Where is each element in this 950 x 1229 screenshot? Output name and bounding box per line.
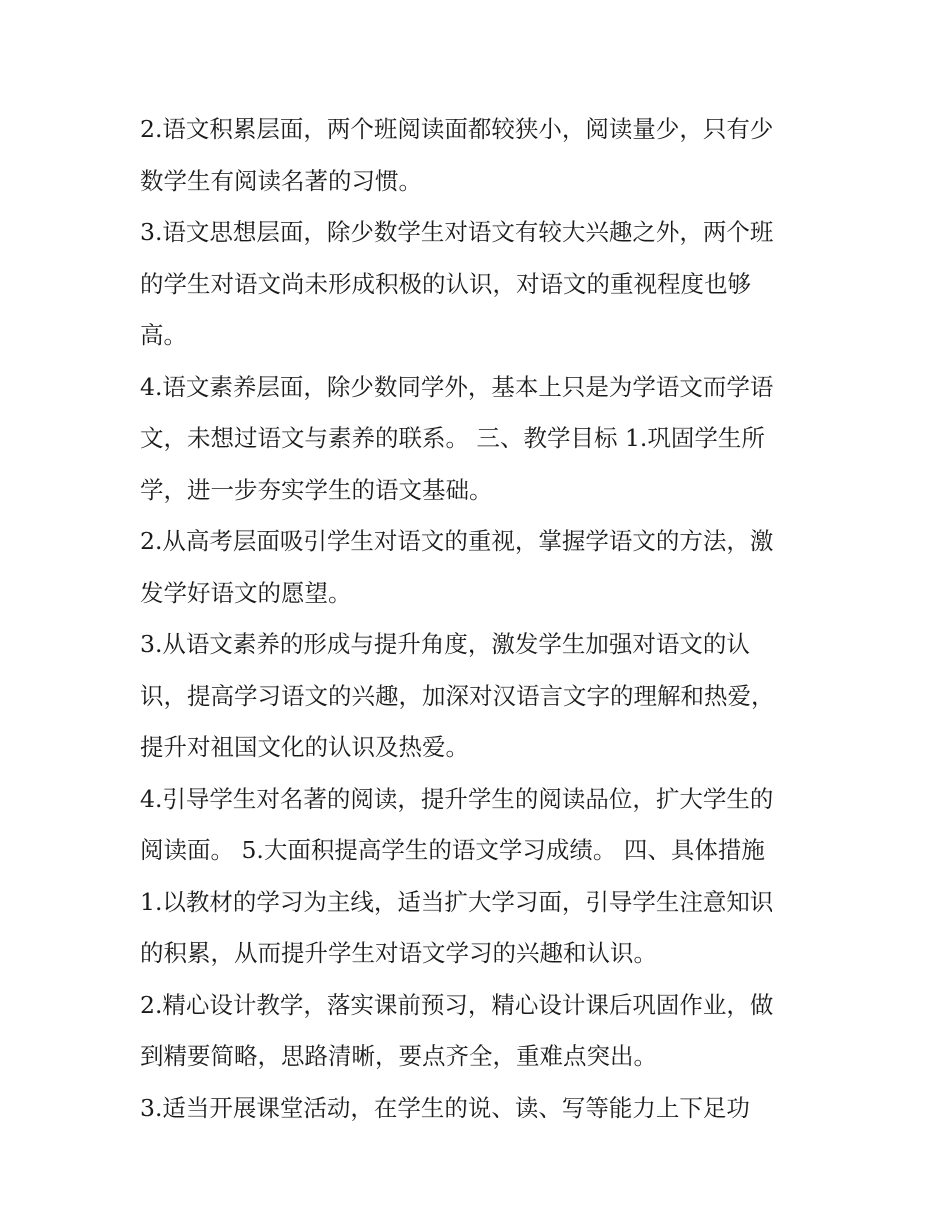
text-line: 到精要简略，思路清晰，要点齐全，重难点突出。 (140, 1042, 657, 1070)
body-text (140, 104, 820, 1134)
text-line: 的学生对语文尚未形成积极的认识，对语文的重视程度也够 (140, 269, 751, 298)
text-line: 文，未想过语文与素养的联系。 三、教学目标 1.巩固学生所 (140, 424, 765, 452)
text-line: 3.语文思想层面，除少数学生对语文有较大兴趣之外，两个班 (140, 218, 774, 246)
text-line: 4.语文素养层面，除少数同学外，基本上只是为学语文而学语 (140, 372, 774, 401)
text-line: 高。 (140, 321, 187, 349)
text-line: 4.引导学生对名著的阅读，提升学生的阅读品位，扩大学生的 (140, 784, 774, 813)
text-line: 阅读面。 5.大面积提高学生的语文学习成绩。 四、具体措施 (140, 836, 765, 864)
text-line: 的积累，从而提升学生对语文学习的兴趣和认识。 (140, 939, 657, 967)
text-line: 识，提高学习语文的兴趣，加深对汉语言文字的理解和热爱， (140, 681, 775, 710)
text-line: 3.适当开展课堂活动，在学生的说、读、写等能力上下足功 (140, 1093, 750, 1122)
text-line: 学，进一步夯实学生的语文基础。 (140, 475, 493, 504)
text-line: 3.从语文素养的形成与提升角度，激发学生加强对语文的认 (140, 630, 750, 658)
text-line: 数学生有阅读名著的习惯。 (140, 166, 422, 195)
text-line: 2.从高考层面吸引学生对语文的重视，掌握学语文的方法，激 (140, 527, 774, 555)
text-line: 发学好语文的愿望。 (140, 578, 352, 607)
text-line: 提升对祖国文化的认识及热爱。 (140, 733, 469, 761)
text-line: 2.精心设计教学，落实课前预习，精心设计课后巩固作业，做 (140, 990, 774, 1019)
text-line: 1.以教材的学习为主线，适当扩大学习面，引导学生注意知识 (140, 887, 774, 916)
text-line: 2.语文积累层面，两个班阅读面都较狭小，阅读量少，只有少 (140, 115, 774, 143)
